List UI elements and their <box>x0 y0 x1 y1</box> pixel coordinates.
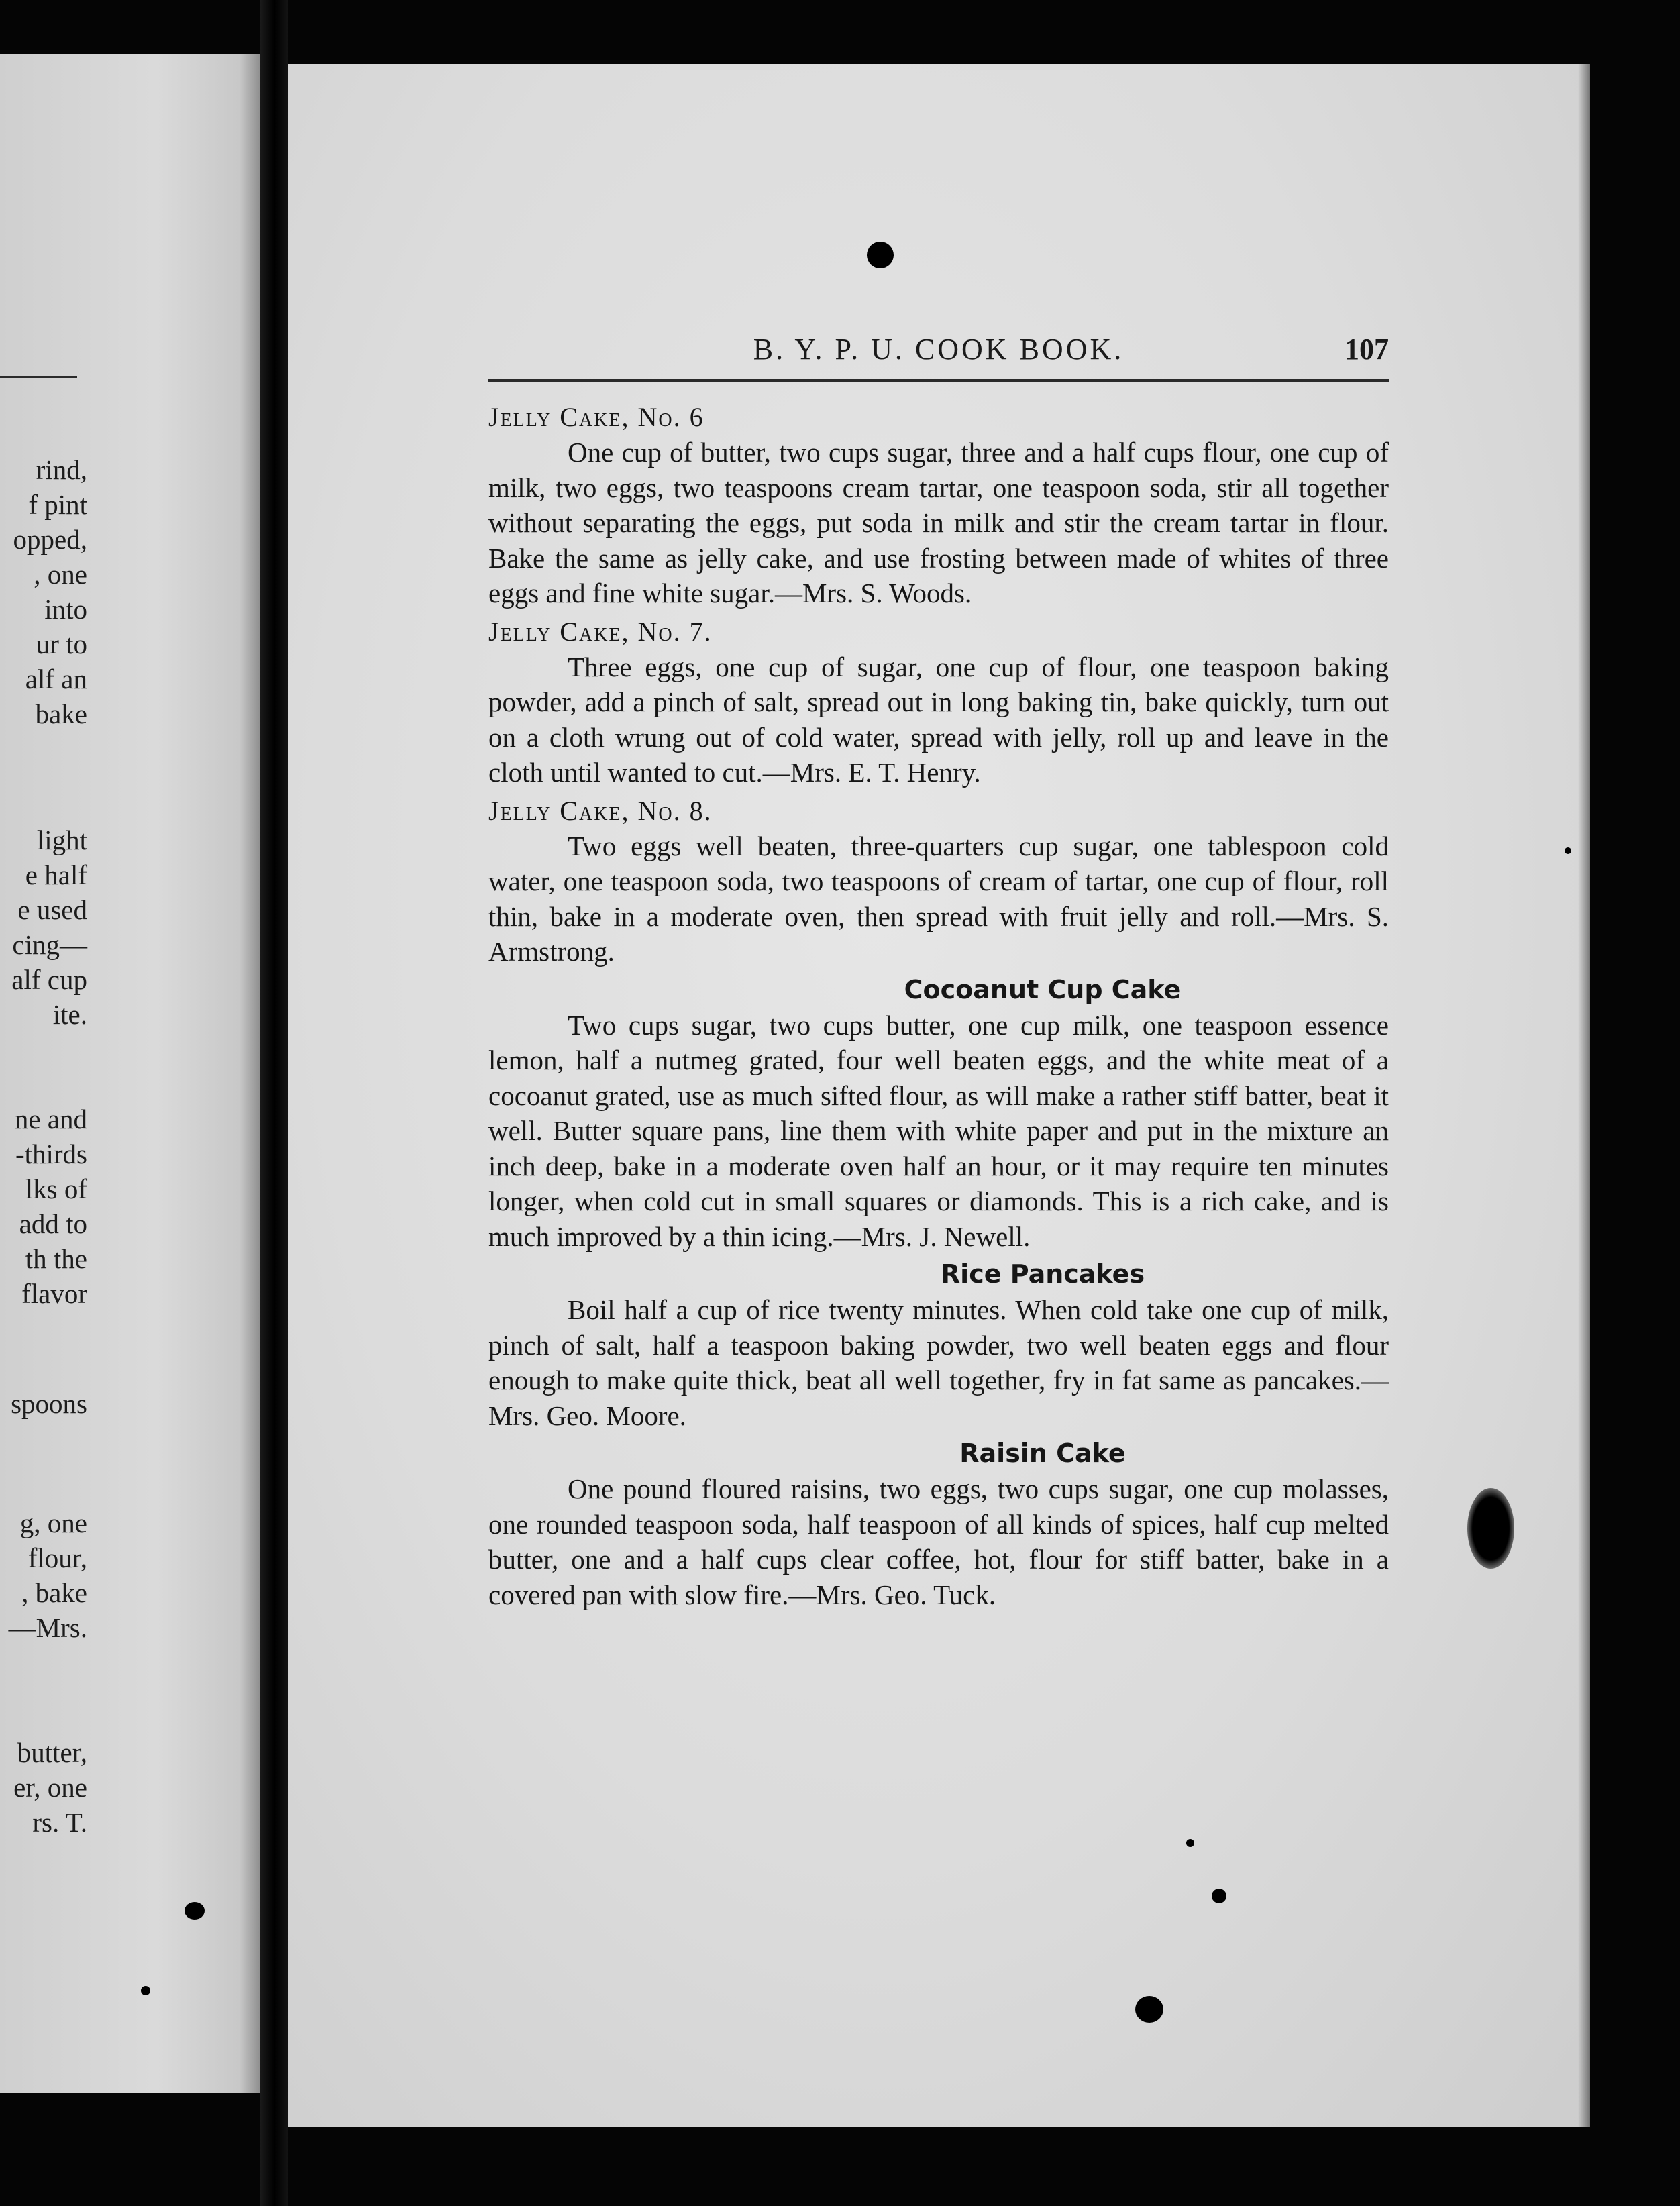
left-page-line: rs. T. <box>32 1807 87 1838</box>
recipe-text: One cup of butter, two cups sugar, three and a half cups flour, one cup of milk, two eggs, two teaspoons cream tartar, one teaspoon soda, stir all together without separating the eggs, put soda in milk and stir the cream tartar in flour. Bake the same as jelly cake, and use frosting between made of whites of three eggs and fine white sugar.—Mrs. S. Woods. <box>488 437 1389 609</box>
recipe-title: Rice Pancakes <box>940 1259 1145 1289</box>
recipe-title: Jelly Cake, No. 8. <box>488 795 713 826</box>
left-page-line: cing— <box>12 929 87 960</box>
left-page-line: , bake <box>21 1577 87 1608</box>
left-page-line: f pint <box>28 489 87 520</box>
recipe-title: Cocoanut Cup Cake <box>904 974 1182 1004</box>
left-page-line: butter, <box>17 1737 87 1768</box>
left-page-line: rind, <box>36 454 87 485</box>
page-number: 107 <box>1345 333 1389 366</box>
recipe-title: Jelly Cake, No. 7. <box>488 616 713 647</box>
left-page-rule <box>0 376 77 378</box>
running-head <box>488 332 1389 382</box>
left-page-line: flavor <box>21 1278 87 1309</box>
book-spine <box>260 0 288 2206</box>
recipe-title: Jelly Cake, No. 6 <box>488 402 704 432</box>
left-page-line: add to <box>19 1208 87 1239</box>
recipe-text: Two eggs well beaten, three-quarters cup sugar, one tablespoon cold water, one teaspoon soda, two teaspoons of cream of tartar, one cup of flour, roll thin, bake in a moderate oven, then spread with fruit jelly and roll.—Mrs. S. Armstrong. <box>488 830 1389 967</box>
left-facing-page <box>0 54 260 2093</box>
left-page-line: alf an <box>25 664 87 694</box>
left-page-line: alf cup <box>11 964 87 995</box>
left-page-line: opped, <box>13 524 87 555</box>
left-page-line: into <box>44 594 87 625</box>
left-page-line: -thirds <box>15 1139 87 1169</box>
left-page-line: e half <box>25 859 87 890</box>
left-page-line: er, one <box>13 1772 87 1803</box>
recipe <box>488 399 1389 611</box>
left-page-line: flour, <box>28 1542 87 1573</box>
left-page-line: ur to <box>36 629 87 660</box>
recipe <box>488 972 1389 1255</box>
left-page-line: g, one <box>19 1508 87 1538</box>
left-page-line: ne and <box>14 1104 87 1135</box>
left-page-line: th the <box>25 1243 87 1274</box>
left-page-line: bake <box>35 698 87 729</box>
recipe-title: Raisin Cake <box>959 1438 1126 1468</box>
ink-speck <box>1212 1889 1226 1903</box>
left-page-line: , one <box>34 559 87 590</box>
recipe <box>488 1436 1389 1612</box>
left-page-line: e used <box>17 894 87 925</box>
ink-speck <box>1186 1839 1194 1847</box>
recipe-text: Boil half a cup of rice twenty minutes. When cold take one cup of milk, pinch of salt, half a teaspoon baking powder, two well beaten eggs and flour enough to make quite thick, beat all well together, fry in fat same as pancakes.—Mrs. Geo. Moore. <box>488 1294 1389 1431</box>
left-page-line: —Mrs. <box>8 1612 87 1643</box>
ink-speck <box>1565 847 1571 854</box>
left-page-line: ite. <box>52 999 87 1030</box>
book-title: B. Y. P. U. COOK BOOK. <box>753 333 1124 366</box>
book-page <box>288 64 1590 2127</box>
recipe-text: Three eggs, one cup of sugar, one cup of flour, one teaspoon baking powder, add a pinch of salt, spread out in long baking tin, bake quickly, turn out on a cloth wrung out of cold water, spread with jelly, roll up and leave in the cloth until wanted to cut.—Mrs. E. T. Henry. <box>488 651 1389 788</box>
recipe-text: One pound floured raisins, two eggs, two cups sugar, one cup molasses, one rounded teaspoon soda, half teaspoon of all kinds of spices, half cup melted butter, one and a half cups clear coffee, hot, flour for stiff batter, bake in a covered pan with slow fire.—Mrs. Geo. Tuck. <box>488 1473 1389 1610</box>
ink-blot <box>1467 1488 1514 1569</box>
ink-blot <box>1135 1996 1163 2023</box>
recipe <box>488 1257 1389 1433</box>
ink-speck <box>141 1986 150 1995</box>
left-page-line: spoons <box>11 1388 87 1419</box>
ink-blot <box>185 1902 205 1920</box>
left-page-line: light <box>36 825 87 855</box>
recipe-text: Two cups sugar, two cups butter, one cup milk, one teaspoon essence lemon, half a nutmeg grated, four well beaten eggs, and the white meat of a cocoanut grated, use as much sifted flour, as will make a rather stiff batter, beat it well. Butter square pans, line them with white paper and put in the mixture an inch deep, bake in a moderate oven half an hour, or it may require ten minutes longer, when cold cut in small squares or diamonds. This is a rich cake, and is much improved by a thin icing.—Mrs. J. Newell. <box>488 1009 1389 1252</box>
recipe <box>488 614 1389 790</box>
left-page-line: lks of <box>25 1173 87 1204</box>
page-content <box>488 399 1389 1615</box>
recipe <box>488 793 1389 969</box>
ink-blot <box>867 242 894 268</box>
